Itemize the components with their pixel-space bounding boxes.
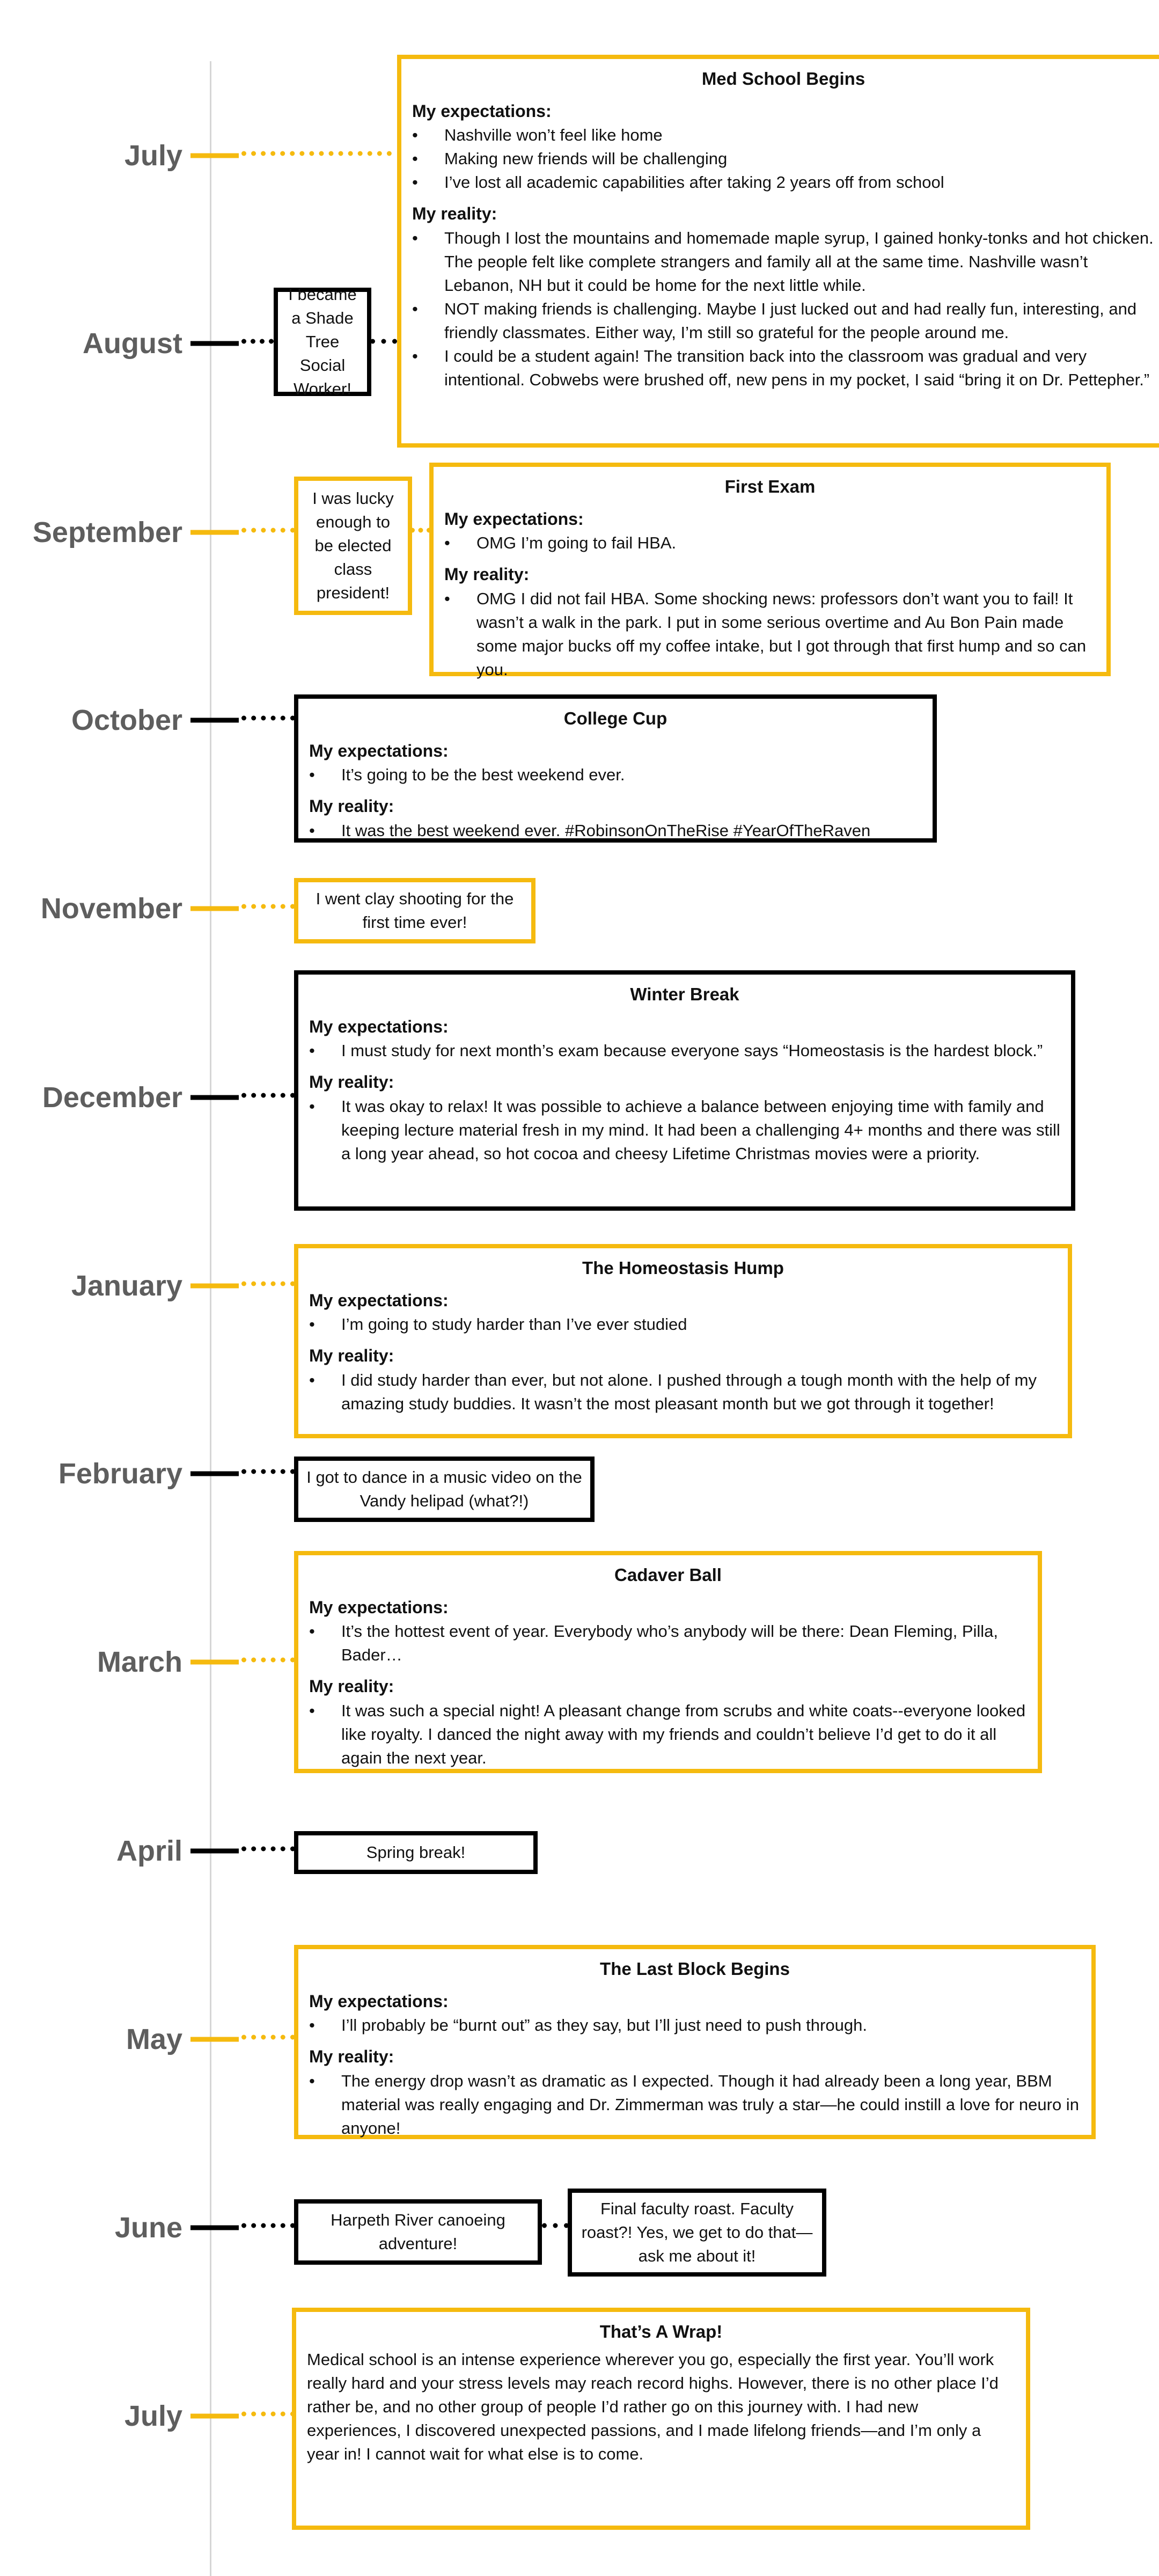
expectations-list [309, 1313, 1057, 1336]
expectations-list [444, 531, 1096, 555]
list-item: • Making new friends will be challenging [412, 147, 1155, 171]
reality-list [309, 2069, 1081, 2140]
event-title: Med School Begins [701, 69, 865, 89]
expectations-heading: My expectations: [444, 509, 584, 529]
event-card-first-exam [429, 463, 1111, 679]
note-class-president [294, 477, 412, 615]
leader-may [241, 2035, 295, 2040]
event-title: The Last Block Begins [600, 1959, 790, 1979]
tick-september [190, 530, 239, 535]
note-text: I was lucky enough to be elected class president! [312, 488, 394, 603]
tick-july [190, 153, 239, 158]
reality-heading: My reality: [309, 2047, 394, 2067]
month-label-january: January [71, 1270, 182, 1302]
tick-july-end [190, 2414, 239, 2419]
reality-heading: My reality: [309, 796, 394, 816]
tick-october [190, 718, 239, 723]
leader-april [241, 1847, 295, 1851]
reality-list [309, 1368, 1057, 1416]
month-label-march: March [97, 1646, 182, 1678]
expectations-list [412, 123, 1155, 194]
leader-august [241, 339, 274, 344]
list-item: • The energy drop wasn’t as dramatic as I expected. Though it had already been a long year, BBM material was really engaging and Dr. Zimmerman was truly a star—he could instill a love for neuro in anyone! [309, 2069, 1081, 2140]
month-label-december: December [42, 1081, 182, 1114]
month-label-august: August [83, 327, 182, 360]
month-label-april: April [116, 1835, 182, 1867]
leader-december [241, 1093, 295, 1098]
leader-january [241, 1282, 295, 1286]
expectations-heading: My expectations: [309, 1016, 449, 1036]
list-item: • It was such a special night! A pleasant change from scrubs and white coats--everyone looked like royalty. I danced the night away with my friends and couldn’t believe I’d get to do it all again the next year. [309, 1699, 1027, 1770]
list-item: • OMG I did not fail HBA. Some shocking news: professors don’t want you to fail! It wasn’t a walk in the park. I put in some serious overtime and Au Bon Pain made some major bucks off my coffee intake, but I got through that first hump and so can you. [444, 587, 1096, 682]
month-label-september: September [32, 516, 182, 548]
leader-august-2 [370, 339, 397, 344]
expectations-heading: My expectations: [412, 101, 552, 121]
list-item: • NOT making friends is challenging. Maybe I just lucked out and had really fun, interesting, and friendly classmates. Either way, I’m still so grateful for the people around me. [412, 297, 1155, 345]
note-faculty-roast [568, 2189, 826, 2277]
list-item: • Nashville won’t feel like home [412, 123, 1155, 147]
tick-november [190, 906, 239, 911]
expectations-list [309, 1620, 1027, 1667]
reality-list [309, 1095, 1060, 1166]
tick-march [190, 1660, 239, 1665]
list-item: • Though I lost the mountains and homemade maple syrup, I gained honky-tonks and hot chicken. The people felt like complete strangers and family all at the same time. Nashville wasn’t Lebanon, NH but it could be home for the next little while. [412, 226, 1155, 297]
reality-heading: My reality: [412, 204, 497, 224]
expectations-heading: My expectations: [309, 1290, 449, 1310]
expectations-heading: My expectations: [309, 1991, 449, 2011]
leader-october [241, 716, 295, 721]
month-label-july: July [124, 140, 182, 172]
reality-list [309, 819, 922, 843]
expectations-heading: My expectations: [309, 1597, 449, 1617]
tick-december [190, 1095, 239, 1100]
tick-february [190, 1472, 239, 1476]
timeline-axis [210, 61, 211, 2576]
month-label-october: October [71, 704, 182, 736]
reality-heading: My reality: [444, 565, 530, 584]
reality-heading: My reality: [309, 1677, 394, 1696]
list-item: • It was the best weekend ever. #RobinsonOnTheRise #YearOfTheRaven [309, 819, 922, 843]
reality-heading: My reality: [309, 1346, 394, 1366]
month-label-february: February [58, 1458, 182, 1490]
list-item: • It was okay to relax! It was possible to achieve a balance between enjoying time with family and keeping lecture material fresh in my mind. It had been a challenging 4+ months and there was still a long year ahead, so hot cocoa and cheesy Lifetime Christmas movies were a priority. [309, 1095, 1060, 1166]
expectations-heading: My expectations: [309, 741, 449, 760]
event-card-homeostasis-hump [294, 1244, 1072, 1438]
event-card-college-cup [294, 694, 937, 843]
tick-august [190, 341, 239, 346]
list-item: • I’m going to study harder than I’ve ever studied [309, 1313, 1057, 1336]
reality-heading: My reality: [309, 1072, 394, 1092]
month-label-may: May [126, 2023, 182, 2055]
list-item: • I did study harder than ever, but not alone. I pushed through a tough month with the help of my amazing study buddies. It wasn’t the most pleasant month but we got through it together! [309, 1368, 1057, 1416]
event-title: First Exam [724, 477, 816, 496]
reality-list [309, 1699, 1027, 1770]
leader-september-2 [410, 528, 431, 533]
month-label-november: November [40, 892, 182, 925]
event-title: The Homeostasis Hump [582, 1258, 784, 1278]
tick-january [190, 1284, 239, 1289]
event-summary: Medical school is an intense experience wherever you go, especially the first year. You’ll work really hard and your stress levels may reach record highs. However, there is no other place I’d rather be, and no other group of people I’d rather go on this journey with. I had new experiences, I discovered unexpected passions, and I made lifelong friends—and I’m only a year in! I cannot wait for what else is to come. [307, 2350, 999, 2463]
list-item: • I’ll probably be “burnt out” as they say, but I’ll just need to push through. [309, 2014, 1081, 2037]
event-card-cadaver-ball [294, 1551, 1042, 1773]
event-card-thats-a-wrap [292, 2308, 1030, 2530]
list-item: • I’ve lost all academic capabilities after taking 2 years off from school [412, 171, 1155, 194]
leader-march [241, 1658, 295, 1663]
expectations-list [309, 1039, 1060, 1063]
list-item: • I could be a student again! The transition back into the classroom was gradual and very intentional. Cobwebs were brushed off, new pens in my pocket, I said “bring it on Dr. Pettepher.” [412, 345, 1155, 392]
leader-february [241, 1469, 295, 1474]
list-item: • I must study for next month’s exam because everyone says “Homeostasis is the hardest block.” [309, 1039, 1060, 1063]
leader-june [241, 2223, 295, 2228]
note-text: Spring break! [366, 1843, 466, 1862]
reality-list [412, 226, 1155, 392]
expectations-list [309, 763, 922, 787]
note-canoeing [294, 2199, 542, 2265]
note-spring-break [294, 1831, 538, 1874]
event-title: Cadaver Ball [614, 1565, 722, 1585]
list-item: • It’s going to be the best weekend ever. [309, 763, 922, 787]
event-card-last-block-begins [294, 1945, 1096, 2139]
tick-may [190, 2037, 239, 2042]
list-item: • OMG I’m going to fail HBA. [444, 531, 1096, 555]
event-title: That’s A Wrap! [599, 2322, 723, 2341]
note-text: I went clay shooting for the first time ever! [316, 889, 514, 932]
leader-july-end [241, 2412, 295, 2417]
event-title: Winter Break [630, 984, 739, 1004]
note-clay-shooting [294, 878, 536, 943]
note-music-video [294, 1457, 595, 1522]
month-label-june: June [114, 2212, 182, 2244]
leader-june-2 [542, 2223, 569, 2228]
leader-july [241, 151, 392, 156]
month-label-july-end: July [124, 2400, 182, 2432]
note-text: I got to dance in a music video on the Vandy helipad (what?!) [306, 1467, 582, 1510]
note-text: I became a Shade Tree Social Worker! [288, 284, 357, 399]
event-card-winter-break [294, 970, 1075, 1211]
leader-september [241, 528, 295, 533]
leader-november [241, 904, 295, 909]
event-title: College Cup [563, 708, 667, 728]
note-shade-tree [274, 284, 371, 399]
expectations-list [309, 2014, 1081, 2037]
note-text: Final faculty roast. Faculty roast?! Yes, we get to do that—ask me about it! [581, 2199, 813, 2266]
tick-june [190, 2226, 239, 2230]
event-card-med-school-begins [397, 55, 1159, 448]
tick-april [190, 1849, 239, 1854]
note-text: Harpeth River canoeing adventure! [331, 2210, 505, 2253]
reality-list [444, 587, 1096, 682]
list-item: • It’s the hottest event of year. Everybody who’s anybody will be there: Dean Fleming, Pilla, Bader… [309, 1620, 1027, 1667]
